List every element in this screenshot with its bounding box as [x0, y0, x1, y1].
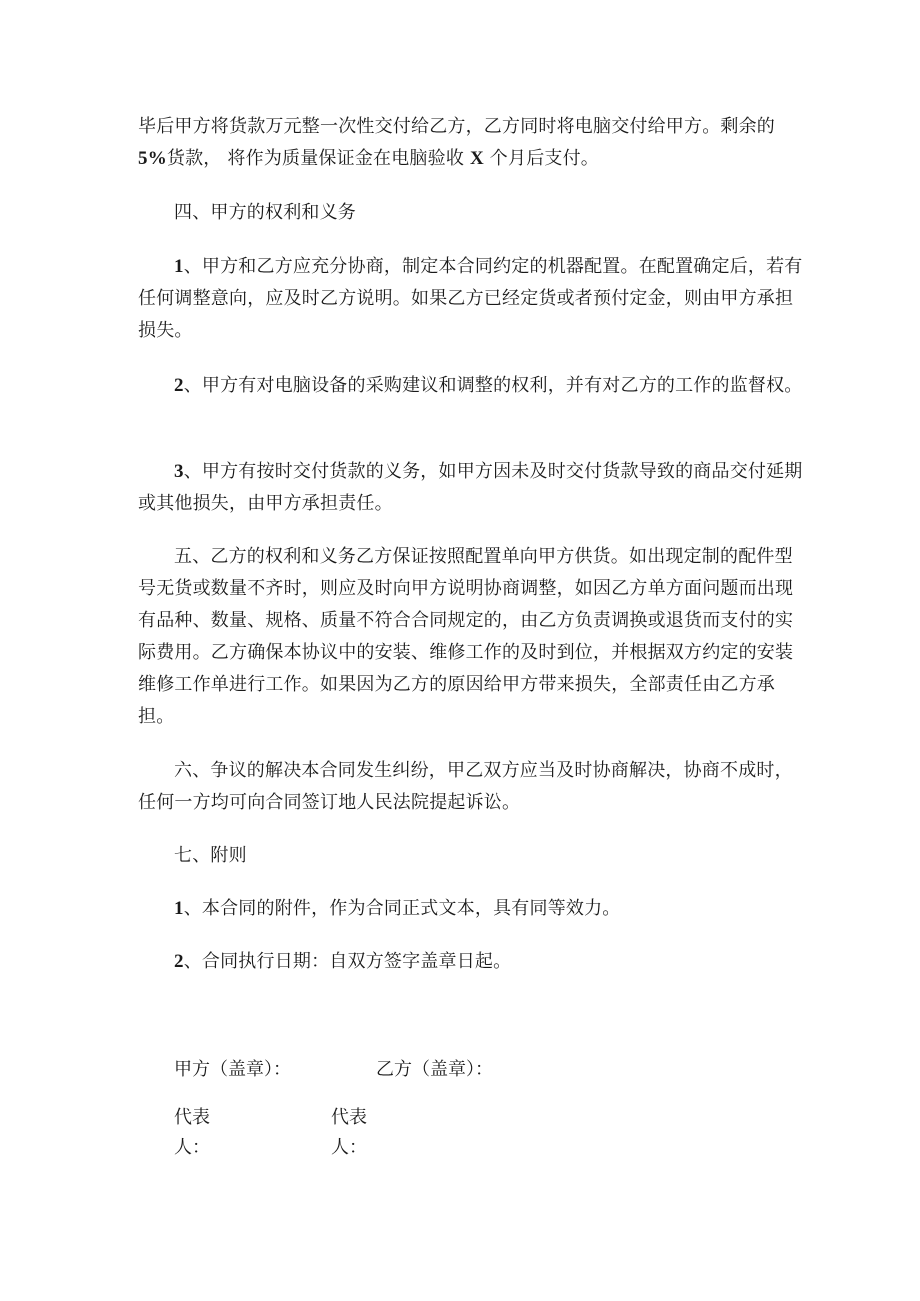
party-a-seal-label: 甲方（盖章）：	[174, 1059, 291, 1080]
item-text: 、本合同的附件，作为合同正式文本，具有同等效力。	[183, 898, 621, 919]
item-text: 、甲方有对电脑设备的采购建议和调整的权利，并有对乙方的工作的监督权。	[183, 375, 803, 396]
section-7-item-2	[138, 946, 810, 978]
section-4-heading: 四、甲方的权利和义务	[174, 202, 356, 223]
party-b-seal-label: 乙方（盖章）：	[376, 1059, 493, 1080]
item-text: 、甲方和乙方应充分协商，制定本合同约定的机器配置。在配置确定后，若有任何调整意向，应及时乙方说明。如果乙方已经定货或者预付定金，则由甲方承担损失。	[138, 256, 803, 341]
party-a-representative-label: 代表人：	[174, 1107, 210, 1158]
section-7-item-1	[138, 893, 810, 925]
section-7-heading: 七、附则	[174, 845, 247, 866]
section-4-item-2	[138, 370, 810, 402]
item-number: 2	[174, 951, 184, 972]
item-number: 1	[174, 256, 184, 277]
payment-text-b: 货款， 将作为质量保证金在电脑验收	[166, 148, 465, 169]
payment-paragraph	[138, 111, 810, 175]
section-5-paragraph: 五、乙方的权利和义务乙方保证按照配置单向甲方供货。如出现定制的配件型号无货或数量不齐时，则应及时向甲方说明协商调整，如因乙方单方面问题而出现有品种、数量、规格、质量不符合合同规定的，由乙方负责调换或退货而支付的实际费用。乙方确保本协议中的安装、维修工作的及时到位，并根据双方约定的安装维修工作单进行工作。如果因为乙方的原因给甲方带来损失，全部责任由乙方承担。	[138, 546, 794, 727]
payment-months-placeholder: X	[469, 148, 484, 169]
item-number: 2	[174, 375, 184, 396]
section-4-item-1	[138, 251, 810, 347]
party-b-representative-label: 代表人：	[331, 1107, 367, 1158]
payment-percentage: 5%	[138, 148, 167, 169]
payment-text-a: 毕后甲方将货款万元整一次性交付给乙方，乙方同时将电脑交付给甲方。剩余的	[138, 116, 775, 137]
payment-text-c: 个月后支付。	[483, 148, 599, 169]
section-4-item-3	[138, 456, 810, 520]
item-number: 1	[174, 898, 184, 919]
item-text: 、合同执行日期：自双方签字盖章日起。	[183, 951, 512, 972]
item-number: 3	[174, 461, 184, 482]
section-6-paragraph: 六、争议的解决本合同发生纠纷，甲乙双方应当及时协商解决，协商不成时，任何一方均可向合同签订地人民法院提起诉讼。	[138, 760, 793, 813]
item-text: 、甲方有按时交付货款的义务，如甲方因未及时交付货款导致的商品交付延期或其他损失，由甲方承担责任。	[138, 461, 803, 514]
